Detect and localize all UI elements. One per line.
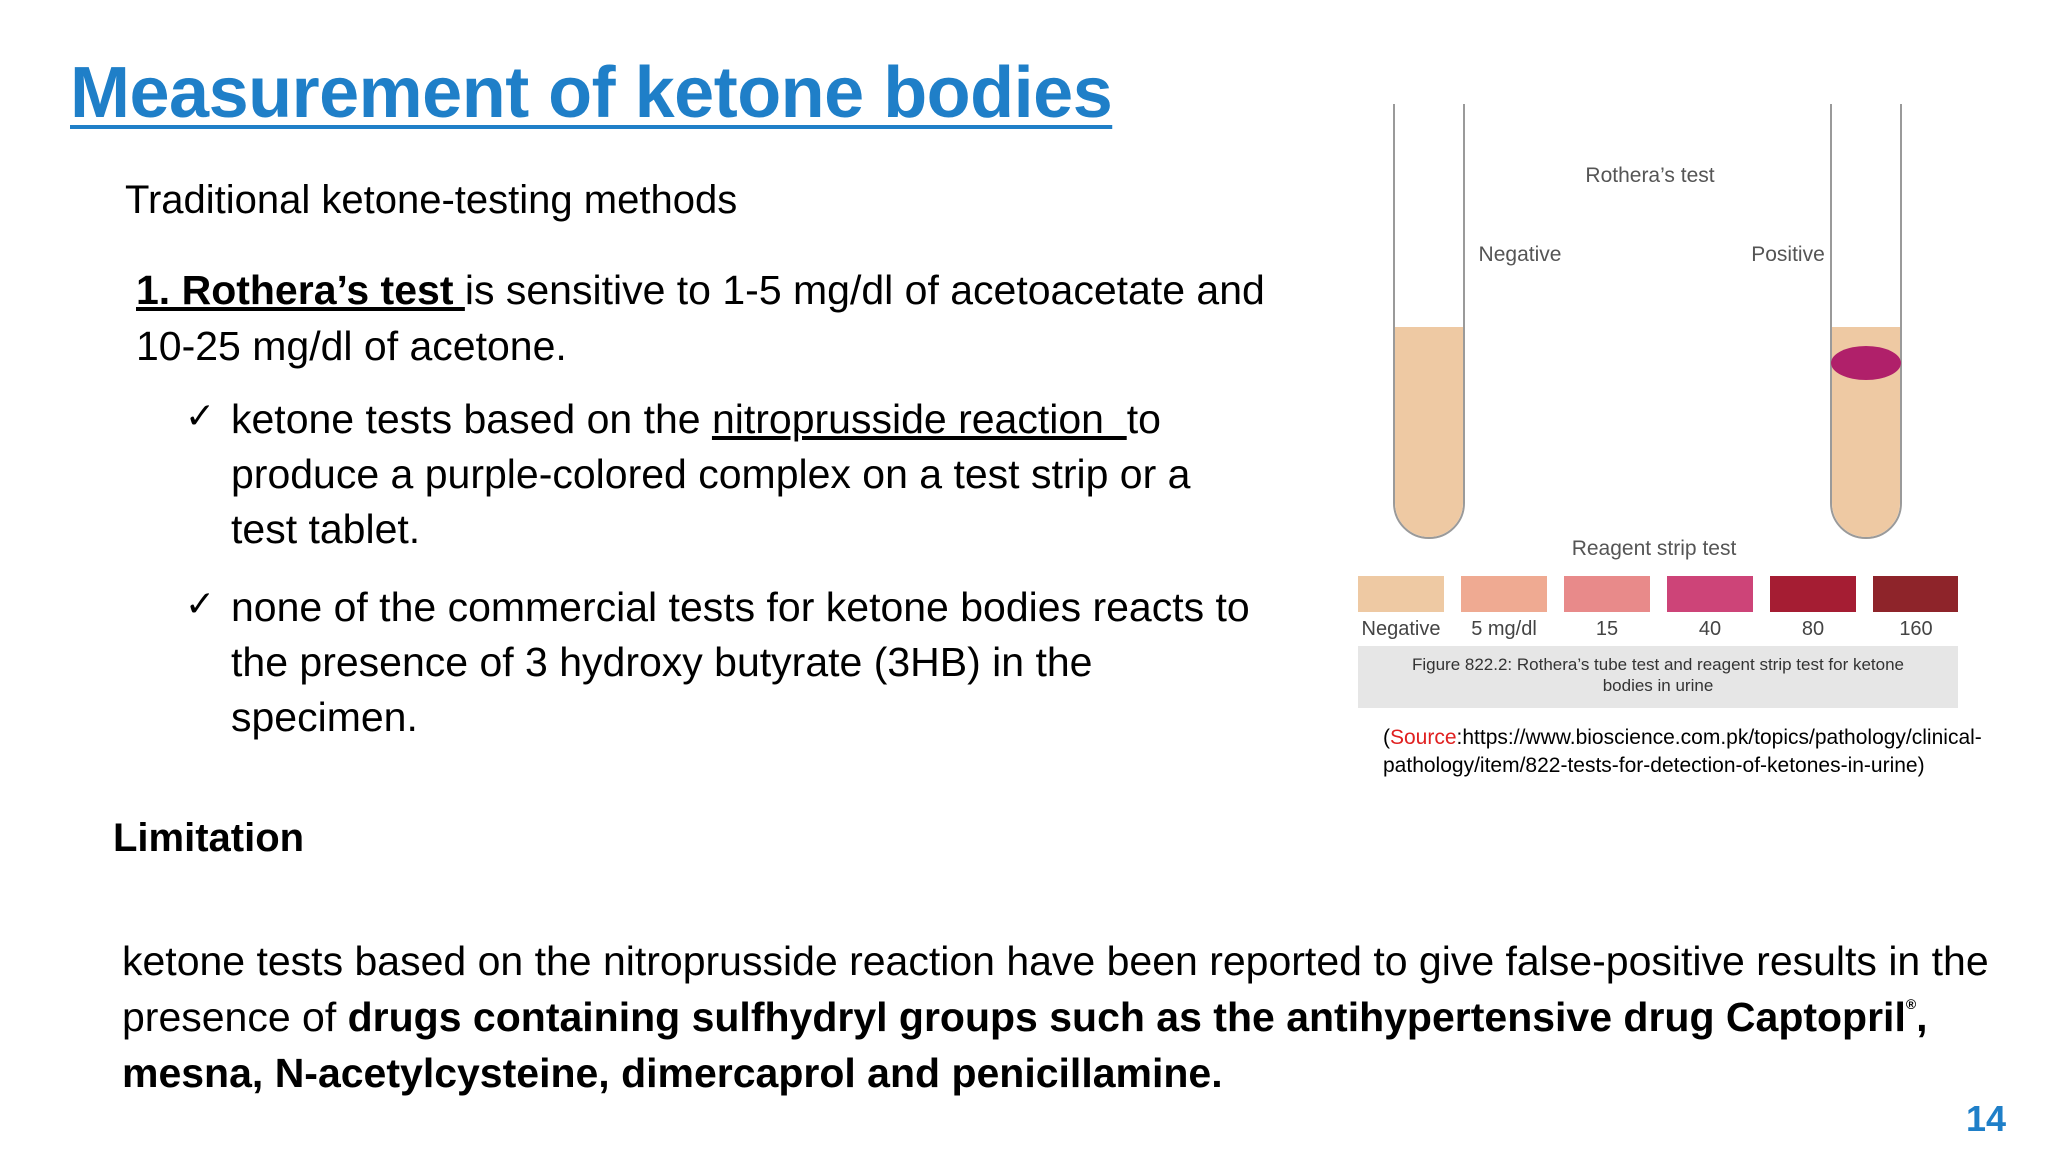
rothera-test-text-2: 10-25 mg/dl of acetone. bbox=[136, 323, 567, 369]
negative-label: Negative bbox=[1478, 243, 1562, 266]
bullet-item bbox=[185, 392, 1265, 562]
bullet-item bbox=[185, 580, 1265, 750]
strip-swatch bbox=[1461, 576, 1547, 612]
figure-caption-line-1: Figure 822.2: Rothera’s tube test and reagent strip test for ketone bbox=[1411, 655, 1905, 674]
positive-purple-ring bbox=[1831, 346, 1901, 380]
strip-test-title: Reagent strip test bbox=[1571, 537, 1737, 560]
source-citation bbox=[1383, 724, 1983, 780]
source-open: ( bbox=[1383, 726, 1390, 749]
strip-swatch bbox=[1358, 576, 1444, 612]
bullet-text: none of the commercial tests for ketone bodies reacts to the presence of 3 hydroxy butyrate (3HB) in the specimen. bbox=[231, 584, 1250, 740]
strip-label: 160 bbox=[1899, 618, 1933, 640]
rothera-test-figure bbox=[1358, 98, 1958, 708]
check-icon: ✓ bbox=[185, 395, 216, 436]
strip-label: Negative bbox=[1361, 618, 1441, 640]
registered-mark: ® bbox=[1905, 996, 1917, 1012]
negative-tube-liquid bbox=[1395, 327, 1463, 537]
rothera-test-paragraph bbox=[136, 262, 1286, 374]
limitation-bold-text-a: drugs containing sulfhydryl groups such as the antihypertensive drug Captopril bbox=[347, 994, 1906, 1040]
strip-swatch bbox=[1770, 576, 1856, 612]
strip-swatch bbox=[1667, 576, 1753, 612]
nitroprusside-reaction-link-text: nitroprusside reaction bbox=[711, 396, 1127, 442]
strip-label: 15 bbox=[1595, 618, 1619, 640]
bullet-text-after: to produce a purple-colored complex on a test strip or a test tablet. bbox=[231, 396, 1191, 552]
figure-caption-line-2: bodies in urine bbox=[1602, 676, 1714, 695]
positive-label: Positive bbox=[1751, 243, 1825, 266]
bullet-text-before: ketone tests based on the bbox=[231, 396, 712, 442]
source-label: Source bbox=[1390, 726, 1457, 749]
page-number: 14 bbox=[1966, 1098, 2007, 1139]
source-url: :https://www.bioscience.com.pk/topics/pathology/clinical-pathology/item/822-tests-for-detection-of-ketones-in-urine) bbox=[1383, 726, 1982, 777]
check-icon: ✓ bbox=[185, 583, 216, 624]
strip-swatch bbox=[1873, 576, 1958, 612]
limitation-paragraph bbox=[122, 933, 2002, 1101]
limitation-bold-text-b: , mesna, N-acetylcysteine, dimercaprol and penicillamine. bbox=[122, 994, 1928, 1096]
strip-label: 80 bbox=[1801, 618, 1825, 640]
limitation-plain-text: ketone tests based on the nitroprusside reaction have been reported to give false-positive results in the presence of bbox=[122, 938, 1989, 1040]
strip-label: 40 bbox=[1698, 618, 1722, 640]
limitation-heading: Limitation bbox=[113, 816, 305, 860]
rothera-test-text-1: is sensitive to 1-5 mg/dl of acetoacetate and bbox=[464, 267, 1265, 313]
strip-label: 5 mg/dl bbox=[1471, 618, 1537, 640]
page-title: Measurement of ketone bodies bbox=[70, 53, 1113, 133]
bullet-text bbox=[231, 392, 1261, 557]
rothera-test-label: 1. Rothera’s test bbox=[136, 267, 465, 313]
tube-test-title: Rothera’s test bbox=[1585, 164, 1715, 187]
section-subtitle: Traditional ketone-testing methods bbox=[125, 178, 738, 222]
strip-swatch bbox=[1564, 576, 1650, 612]
